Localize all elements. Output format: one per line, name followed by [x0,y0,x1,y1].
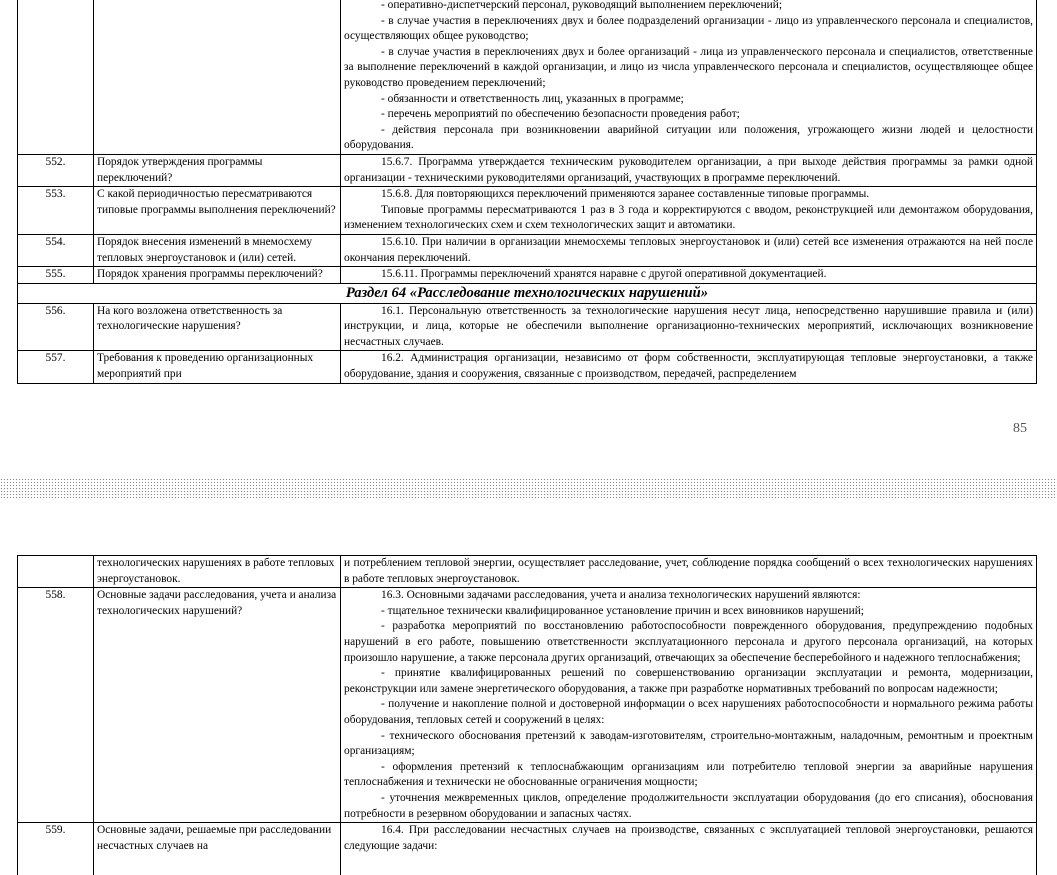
question-cell: Требования к проведению организационных мероприятий при [94,351,341,383]
qa-table-bottom [17,555,1037,875]
answer-paragraph: 15.6.10. При наличии в организации мнемосхемы тепловых энергоустановок и (или) сетей все изменения отражаются на ней после окончания переключений. [344,235,1033,264]
table-row [18,823,1037,875]
page-separator [0,478,1057,500]
answer-cell [341,351,1037,383]
row-number: 554. [18,234,94,266]
answer-line: - уточнения межвременных циклов, определение продолжительности эксплуатации оборудования (до его списания), обоснования потребности в резервном оборудовании и запасных частях. [344,791,1033,820]
page-bottom [0,500,1057,875]
answer-cell [341,303,1037,351]
row-number: 552. [18,154,94,186]
question-cell [94,0,341,154]
answer-paragraph: и потреблением тепловой энергии, осуществляет расследование, учет, соблюдение порядка сообщений о всех технологических нарушениях в работе тепловых энергоустановок. [344,557,1033,585]
question-cell: С какой периодичностью пересматриваются типовые программы выполнения переключений? [94,187,341,235]
answer-paragraph: 16.2. Администрация организации, независимо от форм собственности, эксплуатирующая тепловые энергоустановки, а также оборудование, здания и сооружения, связанные с производством, передачей, распределением [344,352,1033,381]
question-cell: технологических нарушениях в работе тепловых энергоустановок. [94,556,341,588]
question-cell: Основные задачи, решаемые при расследовании несчастных случаев на [94,823,341,875]
answer-line: - перечень мероприятий по обеспечению безопасности проведения работ; [381,108,740,121]
section-row [18,283,1037,303]
question-cell: Основные задачи расследования, учета и анализа технологических нарушений? [94,588,341,823]
answer-paragraph: 16.4. При расследовании несчастных случаев на производстве, связанных с эксплуатацией тепловой энергоустановки, решаются следующие задачи: [344,824,1033,852]
answer-line: - принятие квалифицированных решений по совершенствованию организации эксплуатации и ремонта, модернизации, реконструкции или замене энергетического оборудования, а также при разработке нормативных требований по вопросам надежности; [344,667,1033,695]
section-title: Раздел 64 «Расследование технологических нарушений» [18,283,1037,303]
row-number: 556. [18,303,94,351]
answer-paragraph: 16.3. Основными задачами расследования, учета и анализа технологических нарушений являются: [381,589,861,602]
row-number: 559. [18,823,94,875]
table-row [18,556,1037,588]
answer-line: - получение и накопление полной и достоверной информации о всех нарушениях работоспособности и нормального режима работы оборудования, тепловых сетей и сооружений в целях: [344,698,1033,726]
answer-cell [341,556,1037,588]
answer-line: - разработка мероприятий по восстановлению работоспособности поврежденного оборудования, предупреждению подобных нарушений в его работе, повышению ответственности эксплуатационного персонала и другого персонала организаций, на которых произошло нарушение, а также персонала других организаций, отвечающих за обеспечение бесперебойного и надежного теплоснабжения; [344,620,1033,664]
qa-table-top [17,0,1037,384]
answer-paragraph: 15.6.7. Программа утверждается техническим руководителем организации, а при выходе действия программы за рамки одной организации - техническими руководителями организаций, участвующих в программе переключений. [344,155,1033,184]
answer-line: - технического обоснования претензий к заводам-изготовителям, строительно-монтажным, наладочным, ремонтным и проектным организациям; [344,729,1033,758]
answer-line: - тщательное технически квалифицированное установление причин и всех виновников нарушений; [381,604,864,617]
row-number [18,0,94,154]
answer-paragraph: 15.6.11. Программы переключений хранятся наравне с другой оперативной документацией. [381,268,827,281]
row-number: 558. [18,588,94,823]
row-number [18,556,94,588]
answer-cell [341,234,1037,266]
question-cell: Порядок утверждения программы переключений? [94,154,341,186]
answer-cell [341,187,1037,235]
answer-line: - в случае участия в переключениях двух и более организаций - лица из управленческого персонала и специалистов, ответственные за выполнение переключений в каждой организации, и лицо из числа управленческого персонала и специалистов, осуществляющее общее руководство проведением переключений; [344,45,1033,89]
answer-paragraph: 16.1. Персональную ответственность за технологические нарушения несут лица, непосредственно нарушившие правила и (или) инструкции, и лица, которые не обеспечили выполнение организационно-технических мероприятий, исключающих возникновение несчастных случаев. [344,304,1033,348]
answer-cell [341,267,1037,284]
answer-cell [341,154,1037,186]
table-row [18,187,1037,235]
table-row [18,154,1037,186]
answer-cell [341,0,1037,154]
table-row [18,267,1037,284]
row-number: 553. [18,187,94,235]
answer-line: - действия персонала при возникновении аварийной ситуации или положения, угрожающего жизни людей и целостности оборудования. [344,123,1033,152]
answer-paragraph: 15.6.8. Для повторяющихся переключений применяются заранее составленные типовые программы. [381,188,870,201]
row-number: 557. [18,351,94,383]
answer-line: - обязанности и ответственность лиц, указанных в программе; [381,92,684,105]
answer-line: - оперативно-диспетчерский персонал, руководящий выполнением переключений; [381,0,783,11]
question-cell: На кого возложена ответственность за технологические нарушения? [94,303,341,351]
table-row [18,351,1037,383]
table-row [18,303,1037,351]
answer-cell [341,588,1037,823]
question-cell: Порядок хранения программы переключений? [94,267,341,284]
answer-line: - в случае участия в переключениях двух и более подразделений организации - лицо из управленческого персонала и специалистов, осуществляющих общее руководство; [344,14,1033,43]
table-row [18,234,1037,266]
page-number: 85 [1013,421,1027,436]
table-row [18,0,1037,154]
answer-paragraph: Типовые программы пересматриваются 1 раз в 3 года и корректируются с вводом, реконструкцией или демонтажом оборудования, изменением технологических схем и схем технологических защит и автоматики. [344,203,1033,232]
question-cell: Порядок внесения изменений в мнемосхему тепловых энергоустановок и (или) сетей. [94,234,341,266]
row-number: 555. [18,267,94,284]
answer-cell [341,823,1037,875]
table-row [18,588,1037,823]
answer-line: - оформления претензий к теплоснабжающим организациям или потребителю тепловой энергии за аварийные нарушения теплоснабжения и технически не обоснованные ограничения мощности; [344,760,1033,789]
